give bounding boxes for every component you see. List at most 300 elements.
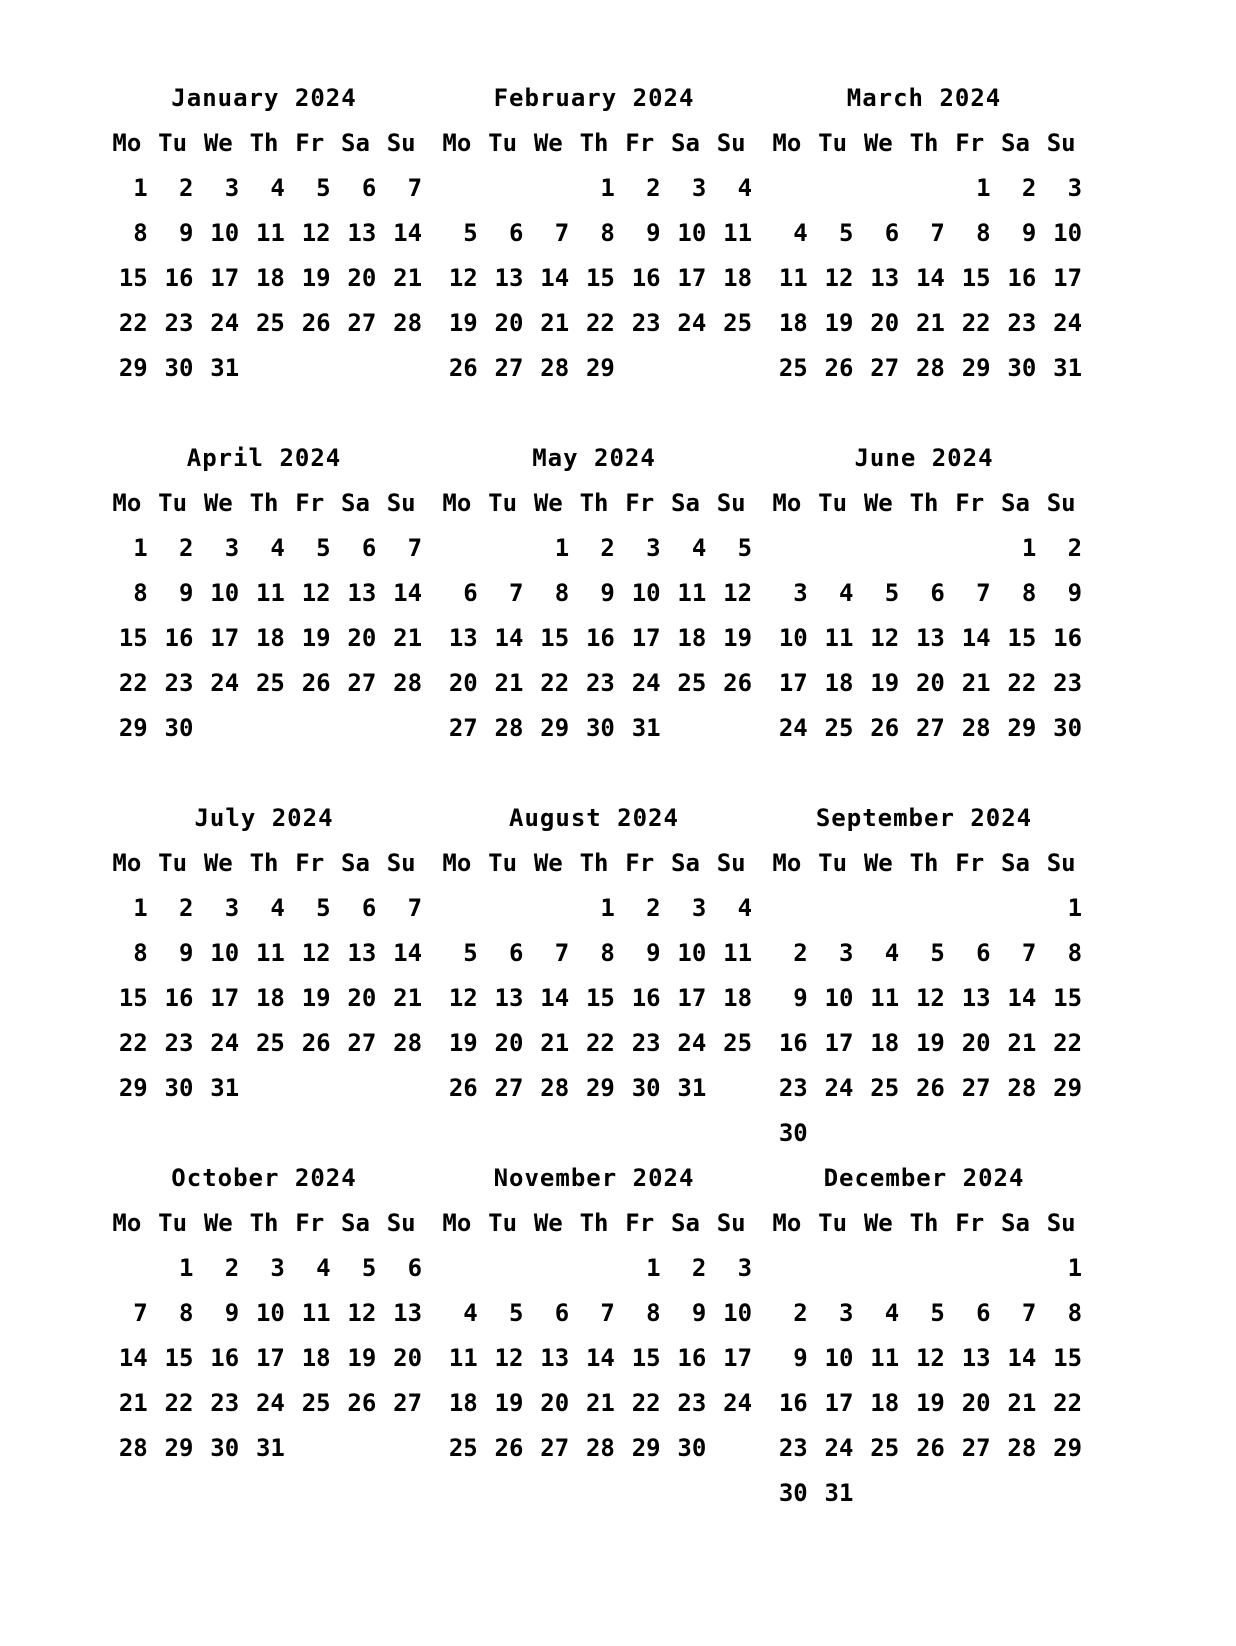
day-cell: 18 (448, 1389, 478, 1417)
day-cell: 7 (407, 534, 423, 562)
day-cell: 10 (824, 1344, 854, 1372)
weekday-label: Mo (112, 1209, 142, 1237)
day-cell: 15 (118, 264, 148, 292)
day-cell: 6 (976, 939, 991, 967)
day-cell: 28 (961, 714, 991, 742)
day-cell: 29 (118, 354, 148, 382)
weekday-header (764, 1200, 1084, 1246)
day-cell: 23 (631, 1029, 661, 1057)
day-cell: 20 (347, 264, 377, 292)
day-cell: 29 (1053, 1434, 1083, 1462)
empty-day-cell (993, 885, 1039, 931)
week-row (434, 615, 754, 661)
week-row (434, 300, 754, 346)
month-title: August 2024 (509, 804, 679, 832)
empty-day-cell (525, 1245, 571, 1291)
day-cell: 10 (824, 984, 854, 1012)
weekday-label: We (533, 849, 563, 877)
day-cell: 3 (838, 1299, 854, 1327)
day-cell: 3 (270, 1254, 285, 1282)
day-cell: 11 (723, 939, 753, 967)
day-cell: 17 (210, 984, 240, 1012)
day-cell: 1 (133, 894, 148, 922)
day-cell: 9 (646, 939, 661, 967)
day-cell: 22 (118, 1029, 148, 1057)
day-cell: 24 (631, 669, 661, 697)
day-cell: 20 (393, 1344, 423, 1372)
day-cell: 7 (508, 579, 524, 607)
day-cell: 30 (164, 714, 194, 742)
week-row (434, 1065, 754, 1111)
day-cell: 24 (210, 1029, 240, 1057)
day-cell: 26 (347, 1389, 377, 1417)
day-cell: 15 (118, 984, 148, 1012)
day-cell: 6 (976, 1299, 991, 1327)
weekday-label: Mo (442, 489, 472, 517)
day-cell: 4 (463, 1299, 478, 1327)
day-cell: 17 (255, 1344, 285, 1372)
day-cell: 26 (448, 354, 478, 382)
day-cell: 13 (393, 1299, 423, 1327)
empty-day-cell (480, 525, 526, 571)
week-row (764, 705, 1084, 751)
week-row (104, 1020, 424, 1066)
empty-day-cell (104, 1245, 150, 1291)
empty-day-cell (378, 345, 424, 391)
empty-day-cell (480, 885, 526, 931)
empty-day-cell (525, 165, 571, 211)
week-row (434, 1020, 754, 1066)
day-cell: 9 (178, 579, 194, 607)
day-cell: 1 (600, 174, 615, 202)
week-row (434, 255, 754, 301)
day-cell: 31 (210, 1074, 240, 1102)
week-row (434, 660, 754, 706)
day-cell: 1 (1067, 1254, 1083, 1282)
day-cell: 19 (347, 1344, 377, 1372)
week-row (434, 930, 754, 976)
day-cell: 3 (838, 939, 854, 967)
day-cell: 14 (540, 984, 570, 1012)
day-cell: 14 (393, 939, 423, 967)
day-cell: 20 (347, 624, 377, 652)
day-cell: 11 (255, 219, 285, 247)
day-cell: 28 (393, 669, 423, 697)
weekday-label: We (863, 489, 893, 517)
day-cell: 10 (255, 1299, 285, 1327)
weekday-label: Fr (625, 489, 655, 517)
day-cell: 14 (1007, 1344, 1037, 1372)
day-cell: 10 (677, 939, 707, 967)
empty-day-cell (947, 885, 993, 931)
empty-day-cell (993, 1470, 1039, 1516)
day-cell: 3 (1067, 174, 1083, 202)
day-cell: 15 (585, 984, 615, 1012)
month-title: March 2024 (846, 84, 1002, 112)
week-row (764, 165, 1084, 211)
day-cell: 30 (778, 1479, 808, 1507)
month-title: November 2024 (493, 1164, 695, 1192)
day-cell: 5 (838, 219, 854, 247)
day-cell: 22 (540, 669, 570, 697)
weekday-header (104, 1200, 424, 1246)
week-row (104, 975, 424, 1021)
empty-day-cell (855, 885, 901, 931)
day-cell: 28 (585, 1434, 615, 1462)
day-cell: 13 (347, 579, 377, 607)
week-row (764, 570, 1084, 616)
day-cell: 25 (778, 354, 808, 382)
weekday-label: Fr (295, 849, 325, 877)
day-cell: 11 (723, 219, 753, 247)
day-cell: 6 (508, 939, 524, 967)
week-row (764, 1335, 1084, 1381)
weekday-label: We (203, 489, 233, 517)
day-cell: 29 (961, 354, 991, 382)
day-cell: 20 (494, 309, 524, 337)
month-title: June 2024 (854, 444, 994, 472)
day-cell: 30 (778, 1119, 808, 1147)
day-cell: 5 (316, 534, 331, 562)
day-cell: 8 (133, 939, 148, 967)
day-cell: 12 (915, 984, 945, 1012)
month-title: December 2024 (823, 1164, 1025, 1192)
weekday-label: We (863, 1209, 893, 1237)
day-cell: 28 (540, 354, 570, 382)
day-cell: 26 (301, 1029, 331, 1057)
weekday-label: Sa (671, 129, 700, 157)
empty-day-cell (947, 525, 993, 571)
day-cell: 1 (178, 1254, 194, 1282)
day-cell: 21 (393, 264, 423, 292)
weekday-label: Su (1046, 489, 1076, 517)
day-cell: 31 (210, 354, 240, 382)
weekday-label: Th (909, 849, 939, 877)
day-cell: 23 (164, 1029, 194, 1057)
day-cell: 19 (915, 1029, 945, 1057)
day-cell: 26 (301, 309, 331, 337)
day-cell: 6 (361, 534, 377, 562)
day-cell: 20 (961, 1029, 991, 1057)
empty-day-cell (287, 1425, 333, 1471)
day-cell: 20 (347, 984, 377, 1012)
empty-day-cell (764, 525, 810, 571)
day-cell: 10 (210, 939, 240, 967)
day-cell: 6 (361, 894, 377, 922)
week-row (104, 210, 424, 256)
day-cell: 8 (1067, 1299, 1083, 1327)
day-cell: 18 (677, 624, 707, 652)
day-cell: 4 (793, 219, 808, 247)
empty-day-cell (901, 525, 947, 571)
day-cell: 15 (1007, 624, 1037, 652)
day-cell: 18 (723, 264, 753, 292)
day-cell: 21 (393, 984, 423, 1012)
day-cell: 23 (677, 1389, 707, 1417)
day-cell: 3 (224, 894, 240, 922)
day-cell: 8 (976, 219, 991, 247)
week-row (104, 705, 424, 751)
week-row (434, 975, 754, 1021)
day-cell: 13 (915, 624, 945, 652)
weekday-label: Th (909, 489, 939, 517)
day-cell: 21 (1007, 1029, 1037, 1057)
day-cell: 12 (915, 1344, 945, 1372)
day-cell: 21 (494, 669, 524, 697)
empty-day-cell (764, 1245, 810, 1291)
day-cell: 29 (118, 714, 148, 742)
weekday-label: Tu (158, 489, 188, 517)
day-cell: 22 (1007, 669, 1037, 697)
empty-day-cell (708, 345, 754, 391)
day-cell: 30 (1007, 354, 1037, 382)
week-row (764, 975, 1084, 1021)
day-cell: 20 (961, 1389, 991, 1417)
day-cell: 4 (838, 579, 854, 607)
day-cell: 25 (723, 1029, 753, 1057)
day-cell: 28 (915, 354, 945, 382)
day-cell: 12 (448, 984, 478, 1012)
weekday-label: Tu (158, 129, 188, 157)
weekday-label: Sa (671, 1209, 700, 1237)
day-cell: 7 (407, 174, 423, 202)
day-cell: 16 (585, 624, 615, 652)
day-cell: 25 (255, 1029, 285, 1057)
day-cell: 3 (737, 1254, 753, 1282)
day-cell: 1 (646, 1254, 661, 1282)
day-cell: 25 (255, 309, 285, 337)
day-cell: 4 (884, 939, 900, 967)
day-cell: 27 (393, 1389, 423, 1417)
day-cell: 22 (1053, 1029, 1083, 1057)
day-cell: 8 (133, 579, 148, 607)
month-title: October 2024 (171, 1164, 357, 1192)
day-cell: 7 (1021, 939, 1037, 967)
day-cell: 2 (224, 1254, 240, 1282)
week-row (434, 1290, 754, 1336)
day-cell: 19 (448, 1029, 478, 1057)
day-cell: 27 (915, 714, 945, 742)
month-title: February 2024 (493, 84, 695, 112)
weekday-label: Su (716, 489, 746, 517)
week-row (764, 1470, 1084, 1516)
day-cell: 30 (164, 354, 194, 382)
day-cell: 29 (585, 1074, 615, 1102)
weekday-label: Tu (818, 129, 848, 157)
weekday-label: Mo (772, 489, 802, 517)
week-row (764, 930, 1084, 976)
week-row (104, 165, 424, 211)
week-row (764, 345, 1084, 391)
day-cell: 12 (301, 219, 331, 247)
day-cell: 10 (723, 1299, 753, 1327)
week-row (104, 345, 424, 391)
weekday-label: Tu (818, 849, 848, 877)
day-cell: 27 (494, 354, 524, 382)
day-cell: 15 (164, 1344, 194, 1372)
day-cell: 5 (930, 1299, 945, 1327)
day-cell: 27 (870, 354, 900, 382)
day-cell: 16 (778, 1029, 808, 1057)
day-cell: 27 (347, 1029, 377, 1057)
empty-day-cell (333, 1425, 379, 1471)
day-cell: 18 (870, 1029, 900, 1057)
empty-day-cell (195, 705, 241, 751)
weekday-label: Su (716, 129, 746, 157)
day-cell: 24 (210, 309, 240, 337)
weekday-label: Th (249, 1209, 279, 1237)
empty-day-cell (378, 705, 424, 751)
weekday-label: Mo (772, 849, 802, 877)
week-row (434, 345, 754, 391)
day-cell: 8 (133, 219, 148, 247)
weekday-label: Th (249, 849, 279, 877)
day-cell: 9 (691, 1299, 707, 1327)
day-cell: 2 (646, 894, 661, 922)
day-cell: 12 (301, 939, 331, 967)
day-cell: 13 (540, 1344, 570, 1372)
day-cell: 7 (133, 1299, 148, 1327)
empty-day-cell (663, 705, 709, 751)
weekday-label: Su (386, 489, 416, 517)
day-cell: 2 (1067, 534, 1083, 562)
day-cell: 18 (870, 1389, 900, 1417)
week-row (764, 1290, 1084, 1336)
empty-day-cell (901, 1470, 947, 1516)
day-cell: 2 (1021, 174, 1037, 202)
day-cell: 3 (691, 894, 707, 922)
day-cell: 4 (737, 894, 753, 922)
day-cell: 25 (301, 1389, 331, 1417)
weekday-label: Su (1046, 849, 1076, 877)
day-cell: 21 (915, 309, 945, 337)
day-cell: 19 (448, 309, 478, 337)
day-cell: 25 (824, 714, 854, 742)
day-cell: 5 (316, 894, 331, 922)
day-cell: 18 (301, 1344, 331, 1372)
week-row (104, 300, 424, 346)
day-cell: 23 (631, 309, 661, 337)
empty-day-cell (810, 885, 856, 931)
week-row (434, 1425, 754, 1471)
empty-day-cell (855, 165, 901, 211)
weekday-label: Sa (1001, 849, 1030, 877)
empty-day-cell (241, 705, 287, 751)
day-cell: 30 (210, 1434, 240, 1462)
week-row (104, 615, 424, 661)
day-cell: 7 (554, 939, 570, 967)
empty-day-cell (855, 525, 901, 571)
weekday-label: Th (579, 489, 609, 517)
day-cell: 23 (164, 309, 194, 337)
weekday-label: Fr (955, 129, 985, 157)
day-cell: 24 (1053, 309, 1083, 337)
day-cell: 30 (631, 1074, 661, 1102)
day-cell: 7 (407, 894, 423, 922)
weekday-label: Sa (341, 849, 370, 877)
weekday-label: Tu (488, 129, 518, 157)
weekday-label: Sa (671, 849, 700, 877)
day-cell: 19 (301, 624, 331, 652)
day-cell: 5 (316, 174, 331, 202)
weekday-label: Tu (818, 489, 848, 517)
day-cell: 24 (677, 1029, 707, 1057)
weekday-label: Mo (442, 1209, 472, 1237)
day-cell: 28 (1007, 1434, 1037, 1462)
weekday-header (764, 120, 1084, 166)
day-cell: 11 (677, 579, 707, 607)
day-cell: 27 (347, 309, 377, 337)
weekday-label: Fr (295, 129, 325, 157)
day-cell: 26 (301, 669, 331, 697)
day-cell: 12 (301, 579, 331, 607)
empty-day-cell (901, 1110, 947, 1156)
empty-day-cell (571, 1245, 617, 1291)
week-row (104, 570, 424, 616)
weekday-label: We (533, 489, 563, 517)
weekday-label: Sa (1001, 1209, 1030, 1237)
empty-day-cell (810, 1245, 856, 1291)
day-cell: 14 (393, 579, 423, 607)
week-row (104, 525, 424, 571)
day-cell: 19 (494, 1389, 524, 1417)
day-cell: 26 (448, 1074, 478, 1102)
month-title: September 2024 (815, 804, 1033, 832)
day-cell: 28 (540, 1074, 570, 1102)
day-cell: 30 (677, 1434, 707, 1462)
empty-day-cell (764, 885, 810, 931)
day-cell: 8 (646, 1299, 661, 1327)
week-row (764, 1380, 1084, 1426)
day-cell: 1 (1021, 534, 1037, 562)
day-cell: 31 (1053, 354, 1083, 382)
empty-day-cell (764, 165, 810, 211)
day-cell: 24 (824, 1074, 854, 1102)
day-cell: 15 (631, 1344, 661, 1372)
day-cell: 25 (870, 1074, 900, 1102)
weekday-header (764, 480, 1084, 526)
day-cell: 6 (361, 174, 377, 202)
day-cell: 14 (393, 219, 423, 247)
day-cell: 25 (723, 309, 753, 337)
month-title: January 2024 (171, 84, 357, 112)
week-row (434, 525, 754, 571)
weekday-label: Tu (488, 849, 518, 877)
day-cell: 18 (255, 264, 285, 292)
day-cell: 29 (1053, 1074, 1083, 1102)
day-cell: 17 (210, 264, 240, 292)
weekday-label: Su (716, 849, 746, 877)
weekday-label: Fr (955, 489, 985, 517)
day-cell: 10 (210, 579, 240, 607)
day-cell: 21 (961, 669, 991, 697)
day-cell: 10 (1053, 219, 1083, 247)
weekday-label: Th (579, 849, 609, 877)
day-cell: 14 (961, 624, 991, 652)
day-cell: 7 (930, 219, 945, 247)
empty-day-cell (708, 705, 754, 751)
day-cell: 26 (824, 354, 854, 382)
day-cell: 4 (270, 534, 285, 562)
day-cell: 2 (178, 534, 194, 562)
weekday-label: Sa (1001, 489, 1030, 517)
empty-day-cell (525, 885, 571, 931)
day-cell: 9 (600, 579, 615, 607)
day-cell: 13 (961, 1344, 991, 1372)
week-row (434, 570, 754, 616)
day-cell: 31 (631, 714, 661, 742)
day-cell: 24 (778, 714, 808, 742)
